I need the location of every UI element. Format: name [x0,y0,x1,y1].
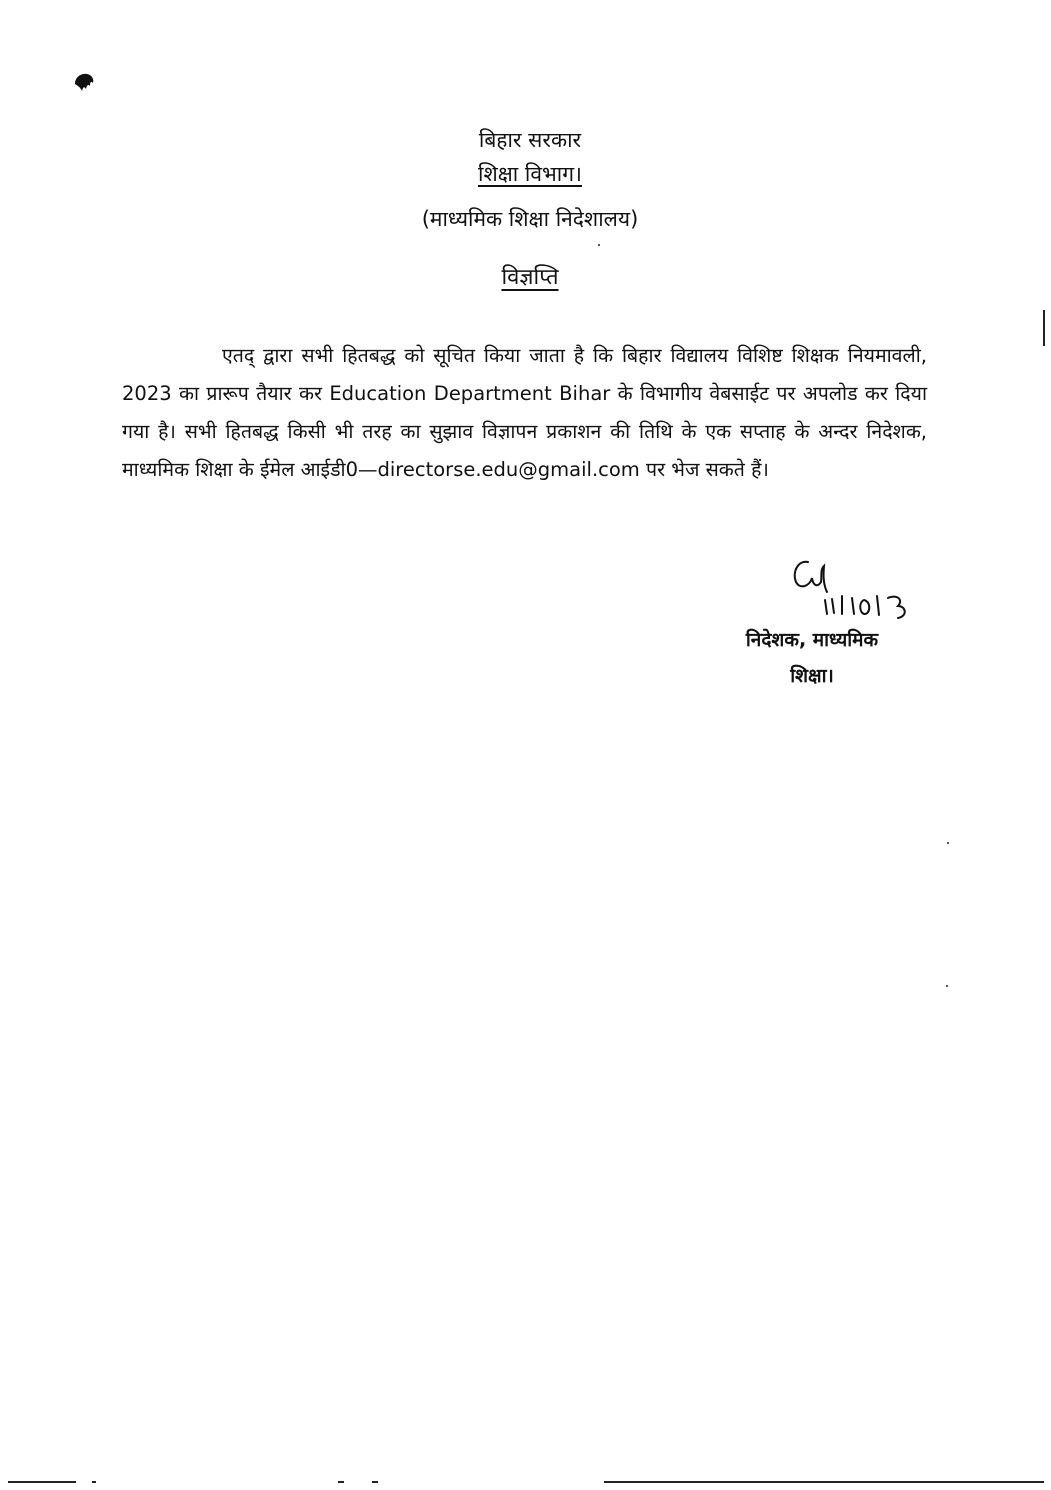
footer-rule [92,1481,96,1483]
directorate-heading: (माध्यमिक शिक्षा निदेशालय) [421,207,639,231]
signatory-designation [712,622,912,694]
scan-speck [947,842,949,844]
footer-rule [604,1481,1044,1483]
footer-rule [338,1481,344,1483]
department-heading: शिक्षा विभाग। [478,162,582,186]
notice-title: विज्ञप्ति [501,265,559,290]
corner-mark-icon [72,70,96,94]
designation-line-2: शिक्षा। [790,665,834,687]
scan-edge-mark [1043,310,1045,346]
designation-line-1: निदेशक, माध्यमिक [745,629,879,651]
notice-body: एतद् द्वारा सभी हितबद्ध को सूचित किया जाता है कि बिहार विद्यालय विशिष्ट शिक्षक नियमावली, 2023 का प्रारूप तैयार कर Education Department Bihar के विभागीय वेबसाईट पर अपलोड कर दिया गया है। सभी हितबद्ध किसी भी तरह का सुझाव विज्ञापन प्रकाशन की तिथि के एक सप्ताह के अन्दर निदेशक, माध्यमिक शिक्षा के ईमेल आईडी0—directorse.edu@gmail.com पर भेज सकते हैं। [122,344,927,481]
handwritten-signature [780,552,925,624]
scan-speck [598,244,600,246]
footer-rule [372,1481,378,1483]
scan-speck [946,985,948,987]
government-heading: बिहार सरकार [478,128,582,152]
footer-rule [8,1481,76,1483]
